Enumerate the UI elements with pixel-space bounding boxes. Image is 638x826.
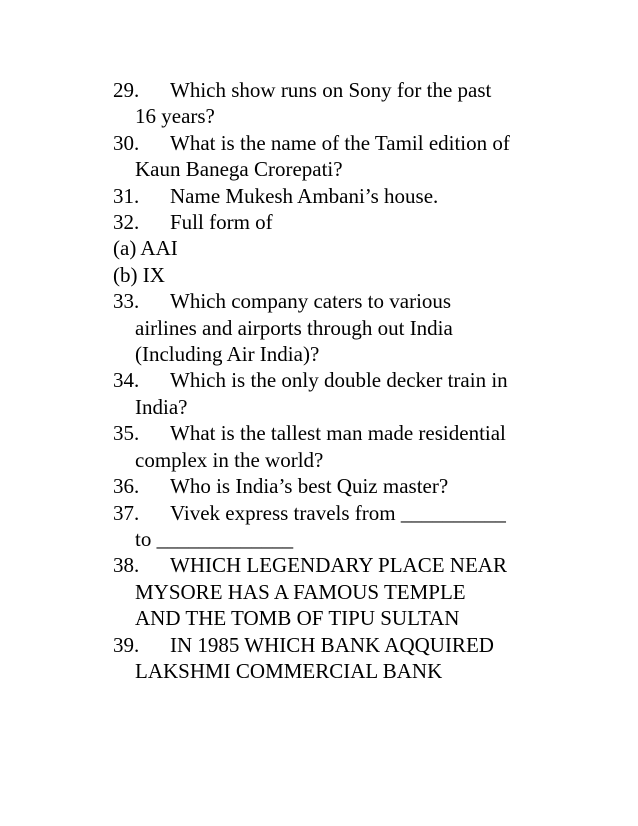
question-text: Vivek express travels from __________	[170, 500, 506, 525]
question-text: WHICH LEGENDARY PLACE NEAR	[170, 553, 507, 578]
question-continuation: India?	[135, 394, 188, 419]
question-number: 31.	[113, 183, 140, 208]
question-continuation: LAKSHMI COMMERCIAL BANK	[135, 658, 443, 683]
question-30	[113, 130, 563, 183]
question-continuation: Kaun Banega Crorepati?	[135, 157, 343, 182]
question-text: What is the tallest man made residential	[170, 421, 506, 446]
question-text: IN 1985 WHICH BANK AQQUIRED	[170, 632, 494, 657]
question-first-line	[113, 130, 563, 156]
question-text: Which company caters to various	[170, 289, 452, 314]
question-text: Which show runs on Sony for the past	[170, 78, 492, 102]
question-number: 30.	[113, 130, 140, 155]
question-text: Who is India’s best Quiz master?	[170, 474, 449, 499]
question-first-line	[113, 420, 563, 446]
question-33	[113, 288, 563, 367]
question-first-line	[113, 183, 563, 209]
question-first-line	[113, 500, 563, 526]
question-number: 38.	[113, 553, 140, 578]
question-first-line	[113, 209, 563, 235]
question-text: Full form of	[170, 210, 273, 235]
sub-item-a: (a) AAI	[113, 236, 178, 261]
question-continuation: to _____________	[135, 526, 294, 551]
question-continuation: AND THE TOMB OF TIPU SULTAN	[135, 606, 460, 631]
question-31	[113, 183, 563, 209]
question-number: 29.	[113, 78, 140, 102]
question-continuation: MYSORE HAS A FAMOUS TEMPLE	[135, 579, 466, 604]
question-continuation: airlines and airports through out India	[135, 315, 453, 340]
question-34	[113, 367, 563, 420]
question-38	[113, 552, 563, 631]
question-first-line	[113, 632, 563, 658]
question-first-line	[113, 367, 563, 393]
question-number: 39.	[113, 632, 140, 657]
question-text: Which is the only double decker train in	[170, 368, 508, 393]
question-list	[113, 77, 563, 684]
question-number: 33.	[113, 289, 140, 314]
question-continuation: (Including Air India)?	[135, 342, 320, 367]
question-36	[113, 473, 563, 499]
question-first-line	[113, 473, 563, 499]
question-35	[113, 420, 563, 473]
question-29	[113, 77, 563, 130]
question-32	[113, 209, 563, 288]
sub-item-b: (b) IX	[113, 262, 165, 287]
question-37	[113, 500, 563, 553]
question-continuation: complex in the world?	[135, 447, 324, 472]
question-number: 37.	[113, 500, 140, 525]
question-number: 36.	[113, 474, 140, 499]
question-continuation: 16 years?	[135, 104, 215, 129]
question-39	[113, 632, 563, 685]
question-number: 35.	[113, 421, 140, 446]
question-first-line	[113, 77, 563, 103]
question-text: Name Mukesh Ambani’s house.	[170, 183, 439, 208]
question-number: 32.	[113, 210, 140, 235]
question-text: What is the name of the Tamil edition of	[170, 130, 510, 155]
question-first-line	[113, 552, 563, 578]
question-first-line	[113, 288, 563, 314]
question-number: 34.	[113, 368, 140, 393]
